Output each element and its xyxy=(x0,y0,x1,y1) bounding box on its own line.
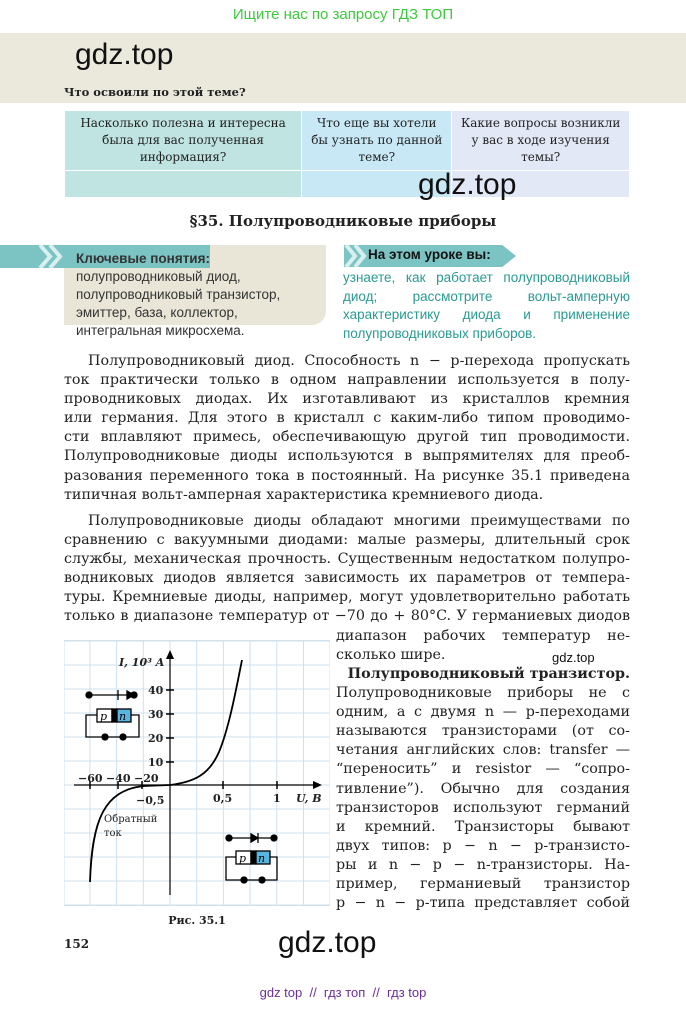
y-tick-label: 10 xyxy=(148,756,164,769)
text-line: транзисторов используют германий xyxy=(336,799,630,816)
text-line: проводниковых диодах. Их изготавливают из кристаллов кремния xyxy=(64,391,630,408)
reflection-question: Насколько полезна и интересна была для вас полученная информация? xyxy=(65,111,302,171)
text-line: называются транзисторами (от со- xyxy=(336,723,630,740)
key-concepts-text: полупроводниковый диод, полупроводниковый транзистор, эмиттер, база, коллектор, интегральная микросхема. xyxy=(76,269,281,338)
reflection-table xyxy=(64,110,630,198)
text-line: p − n − p-типа представляет собой xyxy=(336,895,630,912)
text-line: Полупроводниковые диоды обладают многими преимуществами по xyxy=(88,513,630,529)
x-tick-label: 0,5 xyxy=(213,792,233,805)
text-line: туры. Кремниевые диоды, например, могут удовлетворительно работать xyxy=(64,589,630,606)
text-line: или германия. Для этого в кристалл с каким-либо типом проводимо- xyxy=(64,410,630,427)
lesson-text: узнаете, как работает полупроводниковый диод; рассмотрите вольт-амперную характеристику диода и применение полупроводниковых приборов. xyxy=(343,270,630,341)
reverse-current-label: ток xyxy=(104,828,122,839)
watermark: gdz.top xyxy=(75,38,174,71)
p-region-label: p xyxy=(100,710,108,723)
key-concepts-label: Ключевые понятия: xyxy=(76,251,210,266)
key-concepts xyxy=(76,250,321,340)
figure-caption: Рис. 35.1 xyxy=(168,914,226,927)
text-line: сравнению с вакуумными диодами: малые размеры, длительный срок xyxy=(64,532,630,549)
text-line: и кремний. Транзисторы бывают xyxy=(336,818,630,835)
text-line: типичная вольт-амперная характеристика кремниевого диода. xyxy=(64,486,544,503)
watermark: gdz.top xyxy=(278,926,377,959)
text-line: четания английских слов: transfer — xyxy=(336,742,630,759)
footer-links[interactable]: gdz top // гдз топ // гдз top xyxy=(259,985,427,1000)
text-line: ры и n − p − n-транзисторы. На- xyxy=(336,856,630,873)
text-line: сти вплавляют примесь, обеспечивающую другой тип проводимости. xyxy=(64,429,630,446)
text-line: Полупроводниковые диоды используются в выпрямителях для преоб- xyxy=(64,448,630,465)
chevron-icon xyxy=(344,245,370,267)
text-line: тивление”). Обычно для создания xyxy=(336,780,630,797)
text-line: сколько шире. xyxy=(336,647,446,664)
reflection-question: Какие вопросы возникли у вас в ходе изучения темы? xyxy=(452,111,630,171)
n-region-label: n xyxy=(258,852,266,865)
n-region-label: n xyxy=(119,710,127,723)
reflection-question: Что еще вы хотели бы узнать по данной теме? xyxy=(302,111,452,171)
p-region-label: p xyxy=(239,852,247,865)
text-line: пример, германиевый транзистор xyxy=(336,876,630,893)
lesson-label: На этом уроке вы: xyxy=(368,247,491,262)
text-line: ток практически только в одном направлении используется в полу- xyxy=(64,372,630,389)
reflection-answer-cell xyxy=(65,171,302,198)
x-tick-label: 1 xyxy=(273,792,281,805)
x-tick-label: −0,5 xyxy=(136,794,165,807)
y-axis-label: I, 10³ A xyxy=(119,656,165,669)
y-tick-label: 20 xyxy=(148,732,164,745)
x-axis-label: U, B xyxy=(296,792,322,805)
text-line: службы, механическая прочность. Существенным недостатком полупро- xyxy=(64,551,630,568)
text-line: двух типов: p − n − p-транзисто- xyxy=(336,837,630,854)
text-line: диапазон рабочих температур не- xyxy=(336,628,630,644)
text-line: водниковых диодов является зависимость их параметров от темпера- xyxy=(64,570,630,587)
text-line: Полупроводниковые приборы не с xyxy=(336,685,630,702)
text-line: одним, а с двумя n — p-переходами xyxy=(336,704,630,721)
paragraph-advantages xyxy=(64,512,630,627)
reflection-title: Что освоили по этой теме? xyxy=(64,85,246,99)
paragraph-diode xyxy=(64,352,630,505)
text-line: Полупроводниковый диод. Способность n − p-перехода пропускать xyxy=(88,353,630,369)
x-tick-label: −60 xyxy=(78,772,103,785)
text-line: только в диапазоне температур от −70 до + 80°C. У германиевых диодов xyxy=(64,608,630,625)
x-tick-label: −20 xyxy=(134,772,159,785)
section-title: §35. Полупроводниковые приборы xyxy=(189,212,497,230)
text-line: разования переменного тока в постоянный. На рисунке 35.1 приведена xyxy=(64,467,630,484)
paragraph-transistor xyxy=(336,665,630,913)
iv-characteristic-figure xyxy=(64,640,330,906)
watermark: gdz.top xyxy=(552,650,595,665)
chevron-icon xyxy=(38,245,68,268)
y-tick-label: 40 xyxy=(148,684,164,697)
search-banner: Ищите нас по запросу ГДЗ ТОП xyxy=(232,6,454,23)
y-tick-label: 30 xyxy=(148,708,164,721)
text-line: “переносить” и resistor — “сопро- xyxy=(336,761,630,778)
x-tick-label: −40 xyxy=(106,772,131,785)
page-number: 152 xyxy=(64,937,90,951)
text-line: Полупроводниковый транзистор. xyxy=(347,666,630,682)
reverse-current-label: Обратный xyxy=(104,814,158,825)
watermark: gdz.top xyxy=(418,168,517,201)
